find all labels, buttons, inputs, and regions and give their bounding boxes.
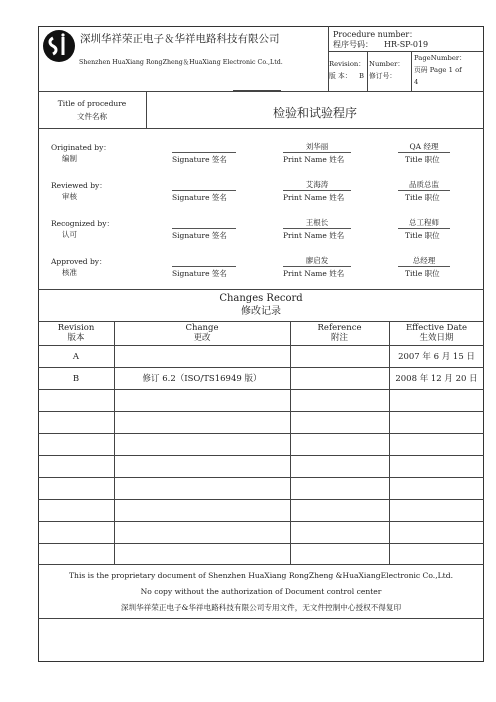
company-logo <box>42 29 76 63</box>
page-number-label: PageNumber： <box>414 54 466 62</box>
signature-label: Signature 签名 <box>172 231 227 240</box>
page-number-value: 页码 Page 1 of <box>414 66 462 74</box>
reviewer-title: 品质总监 <box>409 180 439 189</box>
reviewed-by-label: Reviewed by： <box>51 181 107 190</box>
page-total: 4 <box>414 78 419 86</box>
recognized-by-label: Recognized by： <box>51 219 114 228</box>
approver-title: 总经理 <box>412 256 436 265</box>
approver-name: 廖启发 <box>305 256 329 265</box>
changes-record-title-cn: 修改记录 <box>241 306 281 317</box>
col-header-change-cn: 更改 <box>193 333 211 343</box>
revision-cell: B <box>72 374 80 384</box>
number-label: Number： <box>369 60 405 68</box>
col-header-effective-date-cn: 生效日期 <box>419 333 454 343</box>
recognizer-name: 王根长 <box>305 218 329 227</box>
signature-label: Signature 签名 <box>172 193 227 202</box>
signature-label: Signature 签名 <box>172 269 227 278</box>
title-label-en: Title of procedure <box>57 99 127 108</box>
originated-by-cn: 编制 <box>62 154 77 163</box>
reviewer-name: 艾海涛 <box>305 180 329 189</box>
print-name-label: Print Name 姓名 <box>283 193 345 202</box>
change-cell: 修订 6.2（ISO/TS16949 版） <box>142 374 262 384</box>
company-name-cn: 深圳华祥荣正电子＆华祥电路科技有限公司 <box>80 33 280 45</box>
title-label-cn: 文件名称 <box>77 112 107 121</box>
originated-by-label: Originated by： <box>51 143 111 152</box>
proprietary-notice-en: This is the proprietary document of Shenzhen HuaXiang RongZheng &HuaXiangElectronic Co.,Ltd. <box>68 571 454 580</box>
title-label: Title 职位 <box>405 269 440 278</box>
originator-name: 刘华丽 <box>305 142 329 151</box>
col-header-change: Change <box>185 323 219 333</box>
reviewed-by-cn: 审核 <box>62 192 77 201</box>
approved-by-cn: 核准 <box>62 268 77 277</box>
procedure-title: 检验和试验程序 <box>272 106 357 120</box>
col-header-revision-cn: 版本 <box>67 333 85 343</box>
col-header-revision: Revision <box>57 323 95 333</box>
revision-cn: 版 本： <box>329 72 352 80</box>
print-name-label: Print Name 姓名 <box>283 231 345 240</box>
changes-record-title: Changes Record <box>219 293 303 304</box>
company-name-en: Shenzhen HuaXiang RongZheng＆HuaXiang Electronic Co.,Ltd. <box>79 59 283 66</box>
title-label: Title 职位 <box>405 193 440 202</box>
recognized-by-cn: 认可 <box>62 230 77 239</box>
document-frame <box>38 26 484 662</box>
procedure-number-cn: 程序号码： <box>333 40 373 49</box>
signature-label: Signature 签名 <box>172 155 227 164</box>
revision-value: B <box>359 72 364 80</box>
print-name-label: Print Name 姓名 <box>283 155 345 164</box>
proprietary-notice-cn: 深圳华祥荣正电子&华祥电路科技有限公司专用文件，无文件控制中心授权不得复印 <box>120 603 402 612</box>
col-header-effective-date: Effective Date <box>405 323 468 333</box>
recognizer-title: 总工程师 <box>409 218 439 227</box>
procedure-number-value: HR-SP-019 <box>384 40 429 49</box>
procedure-number-label: Procedure number： <box>333 30 418 39</box>
copy-restriction-en: No copy without the authorization of Document control center <box>140 587 382 596</box>
number-cn: 修订号： <box>369 72 397 80</box>
revision-cell: A <box>72 352 80 362</box>
originator-title: QA 经理 <box>409 142 439 151</box>
col-header-reference: Reference <box>317 323 362 333</box>
effective-date-cell: 2007 年 6 月 15 日 <box>398 352 475 362</box>
revision-label: Revision： <box>329 60 366 68</box>
title-label: Title 职位 <box>405 231 440 240</box>
title-label: Title 职位 <box>405 155 440 164</box>
col-header-reference-cn: 附注 <box>330 333 348 343</box>
print-name-label: Print Name 姓名 <box>283 269 345 278</box>
effective-date-cell: 2008 年 12 月 20 日 <box>395 374 478 384</box>
approved-by-label: Approved by： <box>51 257 107 266</box>
